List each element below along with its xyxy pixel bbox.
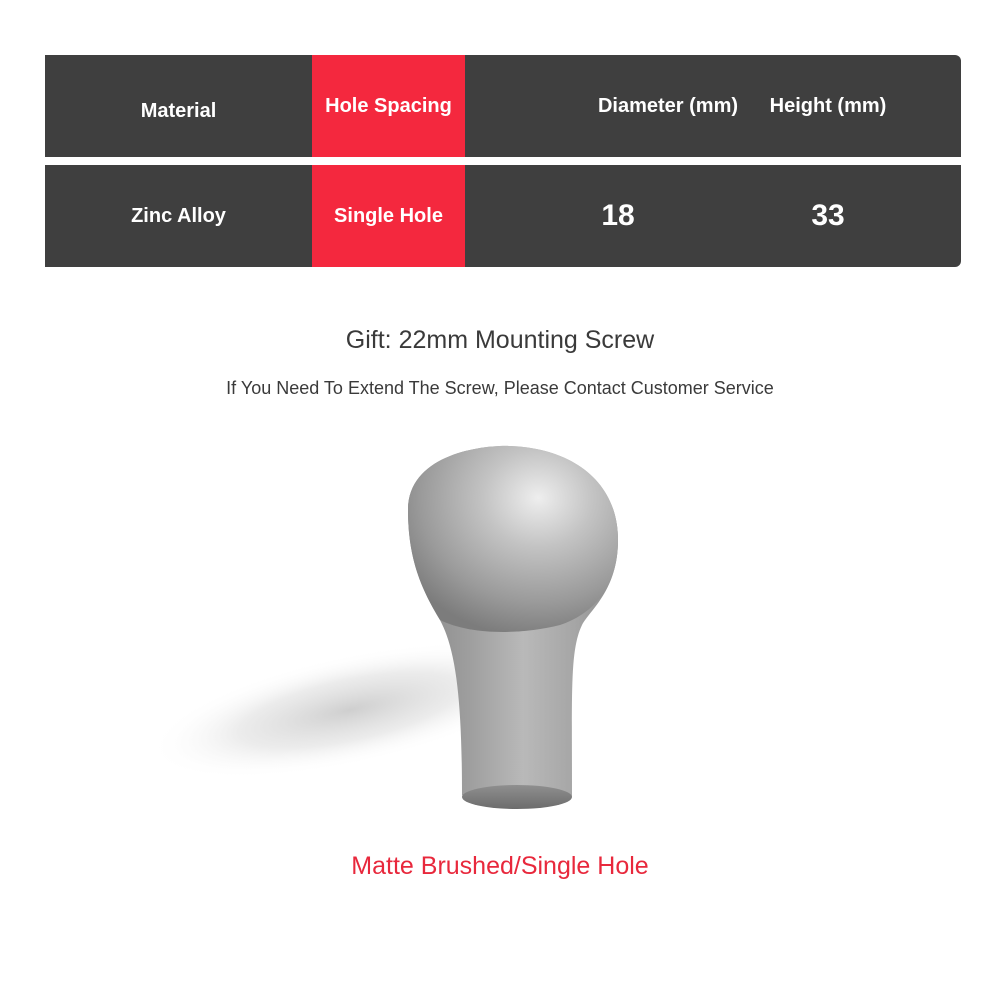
header-material: Material: [140, 99, 217, 122]
value-material: Zinc Alloy: [131, 204, 226, 227]
knob-base: [462, 785, 572, 809]
knob-image: [140, 440, 860, 860]
header-diameter: Diameter (mm): [597, 94, 739, 117]
knob-head: [408, 446, 618, 632]
value-hole-spacing: Single Hole: [312, 165, 465, 267]
finish-caption: Matte Brushed/Single Hole: [351, 852, 649, 880]
spec-table: [45, 55, 961, 267]
header-hole-spacing: Hole Spacing: [312, 55, 465, 157]
header-height: Height (mm): [769, 94, 887, 117]
note-text: If You Need To Extend The Screw, Please Contact Customer Service: [226, 378, 774, 398]
value-height: 33: [811, 199, 845, 232]
spec-header-row: [45, 55, 961, 157]
spec-values-row: [45, 165, 961, 267]
value-diameter: 18: [601, 199, 635, 232]
gift-text: Gift: 22mm Mounting Screw: [345, 326, 655, 354]
